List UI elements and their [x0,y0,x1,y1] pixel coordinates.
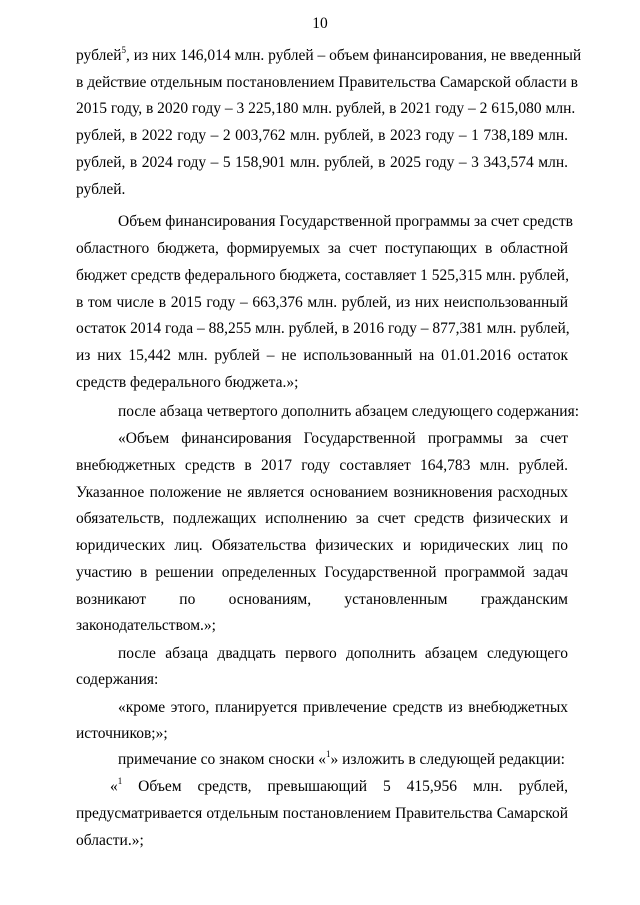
text-line: «кроме этого, планируется привлечение средств из внебюджетных [118,699,568,716]
text-line: 2015 году, в 2020 году – 3 225,180 млн. рублей, в 2021 году – 2 615,080 млн. [76,100,576,117]
text-line: юридических лиц. Обязательства физических и юридических лиц по [76,537,568,554]
text-line: области.»; [76,832,144,849]
footnote-marker: 1 [117,775,123,786]
text-line: возникают по основаниям, установленным гражданским [76,591,568,608]
text-fragment: » изложить в следующей редакции: [330,751,565,768]
text-fragment: , из них 146,014 млн. рублей – объем финансирования, не введенный [126,47,582,64]
text-line: Объем финансирования Государственной программы за счет средств [118,213,573,230]
text-line: законодательством.»; [76,617,216,634]
text-line: «Объем финансирования Государственной программы за счет [118,430,568,447]
text-fragment: Объем средств, превышающий 5 415,956 млн. рублей, [122,778,568,795]
text-line: из них 15,442 млн. рублей – не использованный на 01.01.2016 остаток [76,347,568,364]
text-fragment: рублей [76,47,122,64]
footnote-marker: 1 [326,748,331,759]
text-line: областного бюджета, формируемых за счет поступающих в областной [76,240,568,257]
text-fragment: « [110,778,118,795]
text-line: рублей, в 2022 году – 2 003,762 млн. рублей, в 2023 году – 1 738,189 млн. [76,127,568,144]
text-line: предусматривается отдельным постановлением Правительства Самарской [76,805,568,822]
text-line: внебюджетных средств в 2017 году составляет 164,783 млн. рублей. [76,457,568,474]
text-line: обязательств, подлежащих исполнению за счет средств физических и [76,510,568,527]
text-line [76,44,582,65]
text-line: бюджет средств федерального бюджета, составляет 1 525,315 млн. рублей, [76,267,569,284]
text-line: рублей. [76,181,126,198]
text-line: после абзаца четвертого дополнить абзацем следующего содержания: [118,403,580,420]
text-line: источников;»; [76,725,168,742]
text-line: средств федерального бюджета.»; [76,374,299,391]
footnote-marker: 5 [121,44,127,55]
text-line: после абзаца двадцать первого дополнить абзацем следующего [118,645,568,662]
text-line: содержания: [76,671,159,688]
page-number: 10 [312,15,328,32]
text-line: в том числе в 2015 году – 663,376 млн. рублей, из них неиспользованный [76,294,568,311]
text-line [110,775,568,796]
text-line: остаток 2014 года – 88,255 млн. рублей, в 2016 году – 877,381 млн. рублей, [76,320,570,337]
text-line [118,748,610,769]
text-line: участию в решении определенных Государственной программой задач [76,564,568,581]
text-line: рублей, в 2024 году – 5 158,901 млн. рублей, в 2025 году – 3 343,574 млн. [76,154,568,171]
text-line: в действие отдельным постановлением Правительства Самарской области в [76,74,578,91]
text-fragment: примечание со знаком сноски « [118,751,326,768]
text-line: Указанное положение не является основанием возникновения расходных [76,484,568,501]
